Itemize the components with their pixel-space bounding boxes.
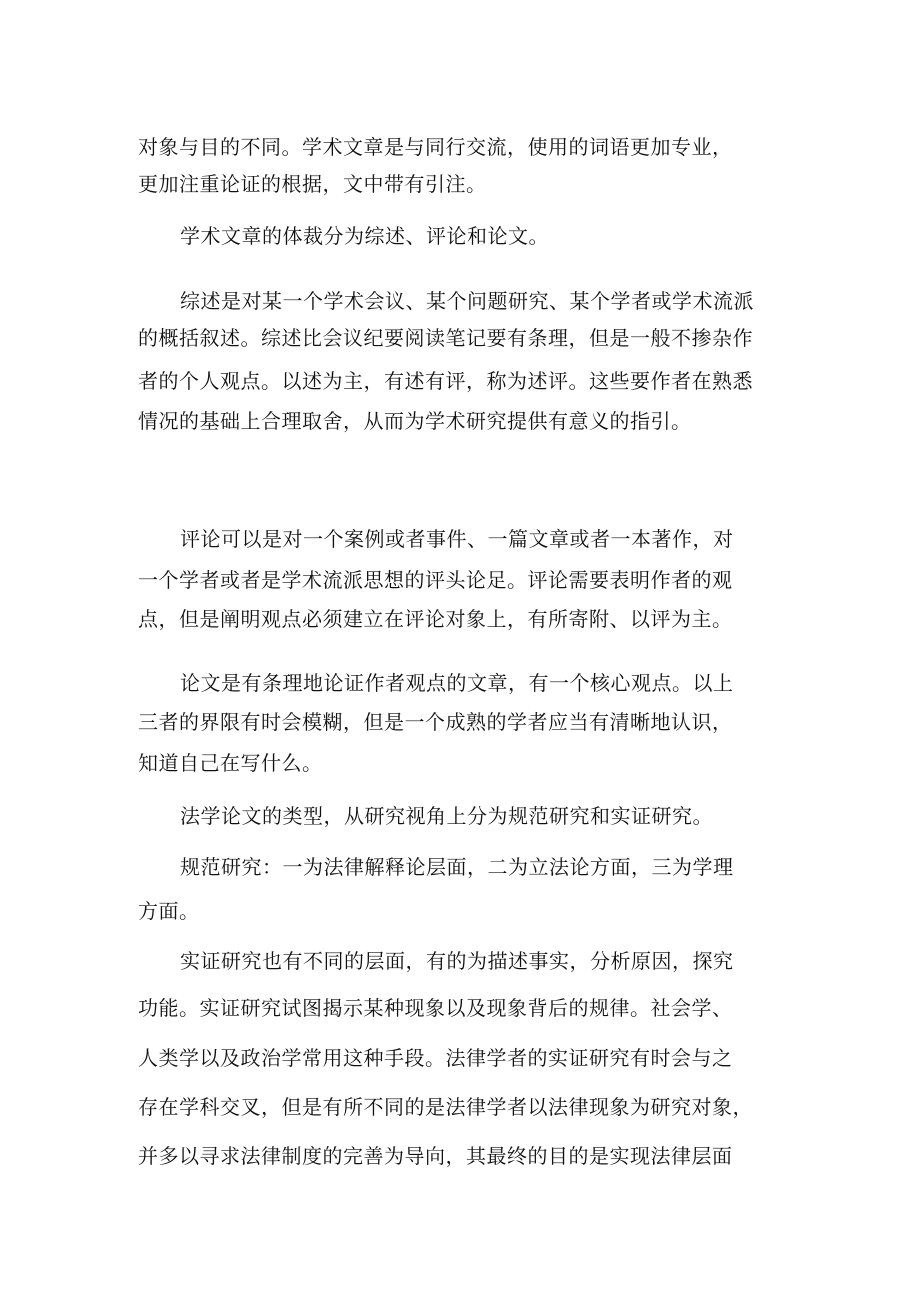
paragraph-7-line-2: 人类学以及政治学常用这种手段。法律学者的实证研究有时会与之 (138, 1046, 733, 1070)
paragraph-3-line-2: 点，但是阐明观点必须建立在评论对象上，有所寄附、以评为主。 (138, 607, 733, 631)
paragraph-6-line-0: 规范研究：一为法律解释论层面，二为立法论方面，三为学理 (180, 855, 734, 879)
paragraph-3-line-0: 评论可以是对一个案例或者事件、一篇文章或者一本著作，对 (180, 527, 734, 551)
paragraph-1-line-0: 学术文章的体裁分为综述、评论和论文。 (180, 224, 549, 248)
paragraph-4-line-2: 知道自己在写什么。 (138, 751, 323, 775)
paragraph-3-line-1: 一个学者或者是学术流派思想的评头论足。评论需要表明作者的观 (138, 568, 733, 592)
paragraph-0-line-0: 对象与目的不同。学术文章是与同行交流，使用的词语更加专业， (138, 135, 733, 159)
paragraph-2-line-3: 情况的基础上合理取舍，从而为学术研究提供有意义的指引。 (138, 409, 692, 433)
paragraph-5-line-0: 法学论文的类型，从研究视角上分为规范研究和实证研究。 (180, 804, 713, 828)
paragraph-2-line-1: 的概括叙述。综述比会议纪要阅读笔记要有条理，但是一般不掺杂作 (138, 326, 753, 350)
paragraph-7-line-3: 存在学科交叉，但是有所不同的是法律学者以法律现象为研究对象， (138, 1095, 753, 1119)
paragraph-7-line-4: 并多以寻求法律制度的完善为导向，其最终的目的是实现法律层面 (138, 1144, 733, 1168)
paragraph-7-line-1: 功能。实证研究试图揭示某种现象以及现象背后的规律。社会学、 (138, 996, 733, 1020)
paragraph-2-line-2: 者的个人观点。以述为主，有述有评，称为述评。这些要作者在熟悉 (138, 369, 753, 393)
paragraph-0-line-1: 更加注重论证的根据，文中带有引注。 (138, 172, 487, 196)
paragraph-4-line-0: 论文是有条理地论证作者观点的文章，有一个核心观点。以上 (180, 671, 734, 695)
paragraph-7-line-0: 实证研究也有不同的层面，有的为描述事实，分析原因，探究 (180, 949, 734, 973)
paragraph-2-line-0: 综述是对某一个学术会议、某个问题研究、某个学者或学术流派 (180, 289, 754, 313)
paragraph-4-line-1: 三者的界限有时会模糊，但是一个成熟的学者应当有清晰地认识， (138, 710, 733, 734)
paragraph-6-line-1: 方面。 (138, 899, 200, 923)
